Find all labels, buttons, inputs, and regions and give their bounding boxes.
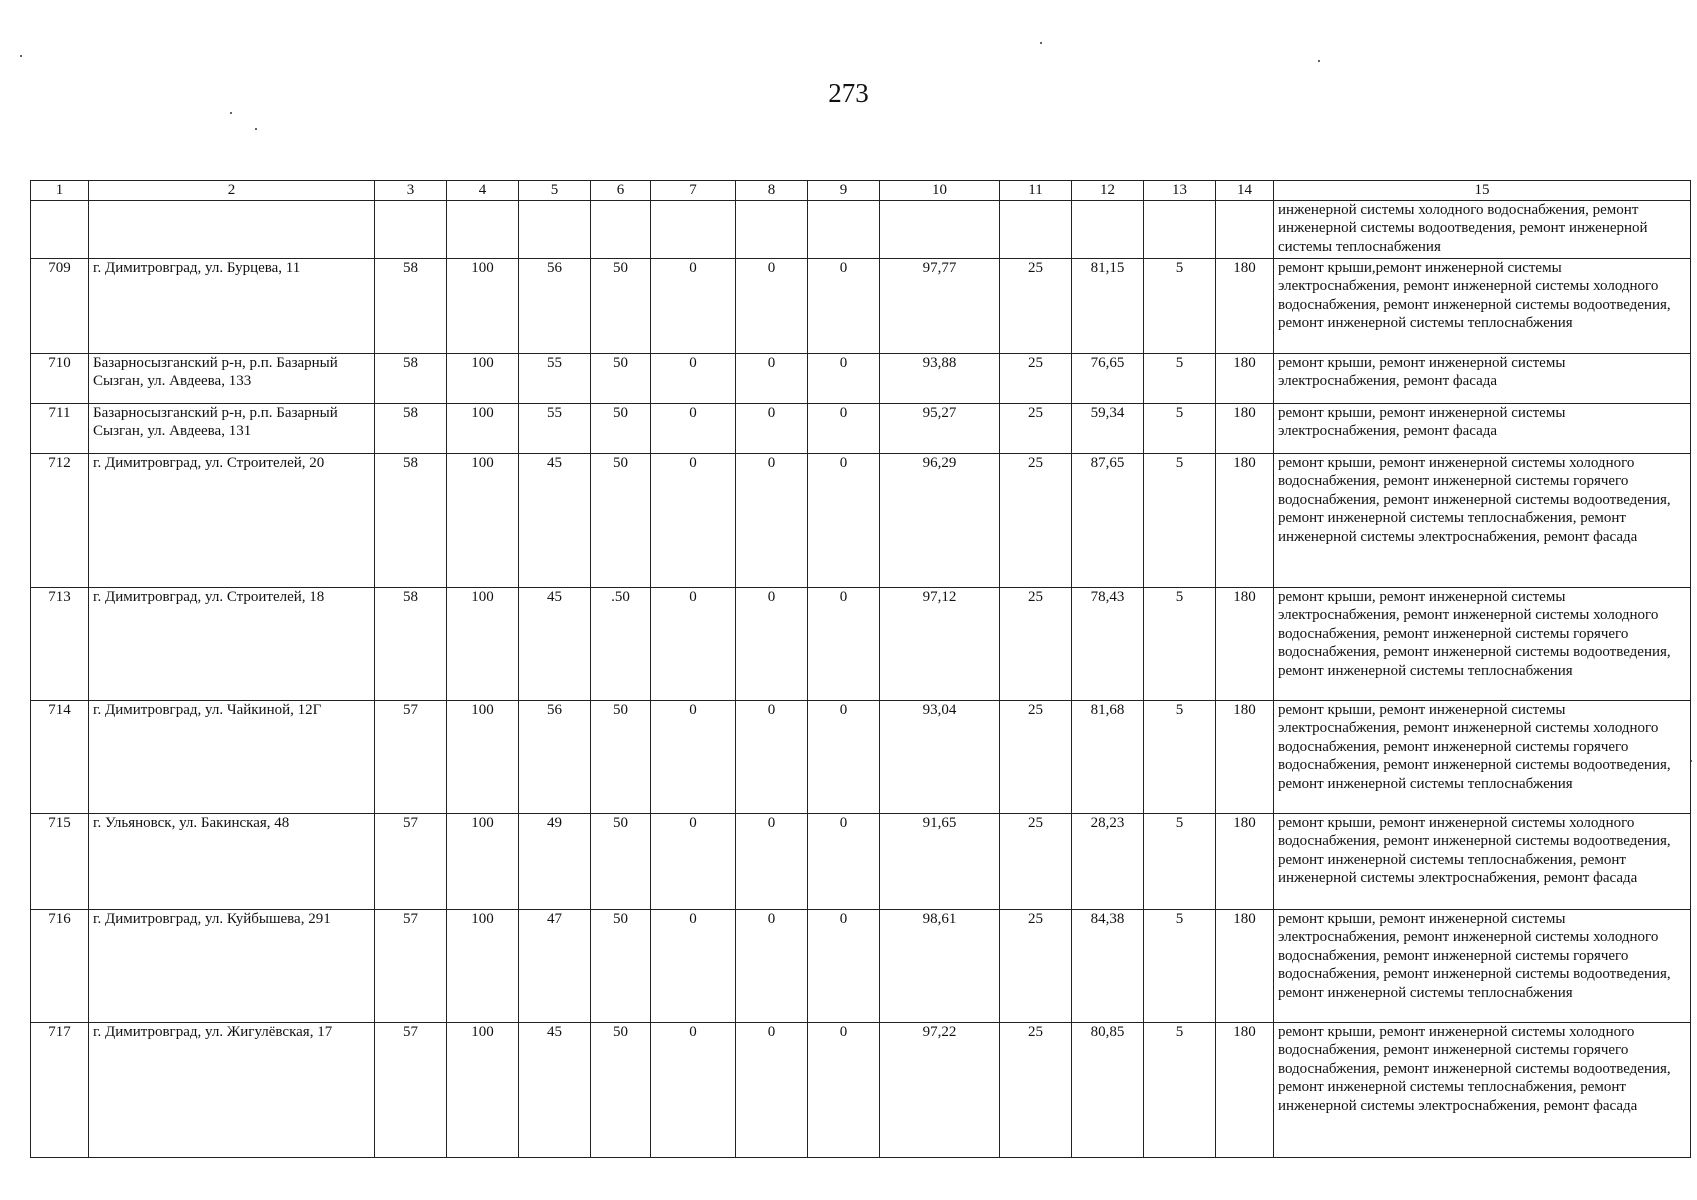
address-cell: г. Димитровград, ул. Строителей, 18 [89, 587, 375, 700]
value-cell: 180 [1216, 453, 1274, 587]
row-number-cell: 716 [31, 909, 89, 1022]
value-cell: 0 [651, 1022, 736, 1157]
column-header: 15 [1274, 181, 1691, 201]
column-header: 5 [519, 181, 591, 201]
value-cell: 100 [447, 258, 519, 353]
value-cell: 45 [519, 587, 591, 700]
value-cell: 59,34 [1072, 403, 1144, 453]
value-cell: 5 [1144, 403, 1216, 453]
value-cell: 93,88 [880, 353, 1000, 403]
value-cell: 180 [1216, 813, 1274, 909]
column-header: 2 [89, 181, 375, 201]
value-cell: 80,85 [1072, 1022, 1144, 1157]
value-cell: 58 [375, 403, 447, 453]
value-cell: 87,65 [1072, 453, 1144, 587]
value-cell: 5 [1144, 353, 1216, 403]
value-cell: 180 [1216, 353, 1274, 403]
works-description-cell: инженерной системы холодного водоснабжения, ремонт инженерной системы водоотведения, ремонт инженерной системы теплоснабжения [1274, 200, 1691, 258]
value-cell: 100 [447, 909, 519, 1022]
value-cell: 0 [808, 403, 880, 453]
value-cell: 57 [375, 1022, 447, 1157]
works-description-cell: ремонт крыши, ремонт инженерной системы электроснабжения, ремонт фасада [1274, 403, 1691, 453]
value-cell: 25 [1000, 909, 1072, 1022]
address-cell: г. Димитровград, ул. Куйбышева, 291 [89, 909, 375, 1022]
value-cell: 57 [375, 700, 447, 813]
works-description-cell: ремонт крыши, ремонт инженерной системы холодного водоснабжения, ремонт инженерной системы горячего водоснабжения, ремонт инженерной системы водоотведения, ремонт инженерной системы теплоснабжения, ремонт инженерной системы электроснабжения, ремонт фасада [1274, 453, 1691, 587]
value-cell: 5 [1144, 453, 1216, 587]
value-cell: 58 [375, 258, 447, 353]
value-cell: 0 [651, 258, 736, 353]
scan-speck [1690, 760, 1692, 762]
table-row [31, 453, 1691, 587]
value-cell: 180 [1216, 258, 1274, 353]
value-cell [591, 200, 651, 258]
value-cell: 50 [591, 453, 651, 587]
column-header: 7 [651, 181, 736, 201]
value-cell: 91,65 [880, 813, 1000, 909]
value-cell: 0 [736, 700, 808, 813]
value-cell: 58 [375, 353, 447, 403]
value-cell: 50 [591, 700, 651, 813]
address-cell: г. Димитровград, ул. Чайкиной, 12Г [89, 700, 375, 813]
housing-repair-table [30, 180, 1691, 1158]
value-cell: 25 [1000, 453, 1072, 587]
works-description-cell: ремонт крыши, ремонт инженерной системы холодного водоснабжения, ремонт инженерной системы водоотведения, ремонт инженерной системы теплоснабжения, ремонт инженерной системы электроснабжения, ремонт фасада [1274, 813, 1691, 909]
value-cell: 55 [519, 353, 591, 403]
value-cell: 47 [519, 909, 591, 1022]
address-cell: г. Димитровград, ул. Жигулёвская, 17 [89, 1022, 375, 1157]
address-cell [89, 200, 375, 258]
column-header: 11 [1000, 181, 1072, 201]
works-description-cell: ремонт крыши, ремонт инженерной системы электроснабжения, ремонт инженерной системы холодного водоснабжения, ремонт инженерной системы горячего водоснабжения, ремонт инженерной системы водоотведения, ремонт инженерной системы теплоснабжения [1274, 587, 1691, 700]
value-cell: .50 [591, 587, 651, 700]
value-cell: 25 [1000, 1022, 1072, 1157]
row-number-cell: 717 [31, 1022, 89, 1157]
value-cell: 0 [736, 813, 808, 909]
value-cell: 81,15 [1072, 258, 1144, 353]
scan-speck [1318, 60, 1320, 62]
value-cell: 58 [375, 587, 447, 700]
works-description-cell: ремонт крыши, ремонт инженерной системы электроснабжения, ремонт инженерной системы холодного водоснабжения, ремонт инженерной системы горячего водоснабжения, ремонт инженерной системы водоотведения, ремонт инженерной системы теплоснабжения [1274, 909, 1691, 1022]
value-cell: 57 [375, 909, 447, 1022]
value-cell: 100 [447, 403, 519, 453]
value-cell: 28,23 [1072, 813, 1144, 909]
value-cell: 25 [1000, 403, 1072, 453]
page-number: 273 [828, 78, 869, 108]
address-cell: г. Димитровград, ул. Бурцева, 11 [89, 258, 375, 353]
table-row [31, 813, 1691, 909]
value-cell: 25 [1000, 813, 1072, 909]
value-cell: 180 [1216, 909, 1274, 1022]
column-header: 14 [1216, 181, 1274, 201]
value-cell: 0 [651, 813, 736, 909]
address-cell: Базарносызганский р-н, р.п. Базарный Сызган, ул. Авдеева, 131 [89, 403, 375, 453]
table-row [31, 909, 1691, 1022]
value-cell: 50 [591, 909, 651, 1022]
value-cell: 49 [519, 813, 591, 909]
value-cell: 5 [1144, 1022, 1216, 1157]
column-header: 10 [880, 181, 1000, 201]
scan-speck [255, 128, 257, 130]
column-header: 9 [808, 181, 880, 201]
value-cell: 0 [808, 453, 880, 587]
row-number-cell: 713 [31, 587, 89, 700]
value-cell: 97,12 [880, 587, 1000, 700]
value-cell: 25 [1000, 353, 1072, 403]
value-cell: 180 [1216, 587, 1274, 700]
value-cell: 0 [736, 453, 808, 587]
value-cell: 0 [736, 587, 808, 700]
value-cell: 0 [651, 453, 736, 587]
value-cell: 84,38 [1072, 909, 1144, 1022]
column-header: 12 [1072, 181, 1144, 201]
value-cell: 100 [447, 700, 519, 813]
value-cell: 25 [1000, 700, 1072, 813]
address-cell: Базарносызганский р-н, р.п. Базарный Сызган, ул. Авдеева, 133 [89, 353, 375, 403]
value-cell: 55 [519, 403, 591, 453]
works-description-cell: ремонт крыши,ремонт инженерной системы электроснабжения, ремонт инженерной системы холодного водоснабжения, ремонт инженерной системы водоотведения, ремонт инженерной системы теплоснабжения [1274, 258, 1691, 353]
scan-speck [230, 112, 232, 114]
value-cell: 0 [736, 909, 808, 1022]
column-header: 13 [1144, 181, 1216, 201]
row-number-cell: 712 [31, 453, 89, 587]
value-cell: 100 [447, 1022, 519, 1157]
value-cell [808, 200, 880, 258]
works-description-cell: ремонт крыши, ремонт инженерной системы холодного водоснабжения, ремонт инженерной системы горячего водоснабжения, ремонт инженерной системы водоотведения, ремонт инженерной системы теплоснабжения, ремонт инженерной системы электроснабжения, ремонт фасада [1274, 1022, 1691, 1157]
value-cell: 100 [447, 587, 519, 700]
value-cell: 0 [651, 909, 736, 1022]
value-cell: 0 [651, 353, 736, 403]
value-cell: 56 [519, 700, 591, 813]
column-header: 6 [591, 181, 651, 201]
value-cell [1000, 200, 1072, 258]
value-cell [651, 200, 736, 258]
value-cell: 50 [591, 258, 651, 353]
value-cell [1144, 200, 1216, 258]
scan-speck [20, 55, 22, 57]
value-cell: 0 [651, 403, 736, 453]
value-cell: 25 [1000, 587, 1072, 700]
value-cell: 0 [808, 909, 880, 1022]
value-cell: 5 [1144, 813, 1216, 909]
value-cell: 25 [1000, 258, 1072, 353]
value-cell: 50 [591, 353, 651, 403]
table-row [31, 353, 1691, 403]
table-row [31, 700, 1691, 813]
value-cell: 0 [808, 813, 880, 909]
table-body [31, 200, 1691, 1157]
value-cell: 98,61 [880, 909, 1000, 1022]
value-cell: 0 [736, 1022, 808, 1157]
value-cell: 180 [1216, 403, 1274, 453]
value-cell: 96,29 [880, 453, 1000, 587]
value-cell: 93,04 [880, 700, 1000, 813]
table-row [31, 200, 1691, 258]
value-cell: 0 [808, 700, 880, 813]
value-cell: 78,43 [1072, 587, 1144, 700]
value-cell: 95,27 [880, 403, 1000, 453]
table-row [31, 403, 1691, 453]
value-cell: 45 [519, 453, 591, 587]
row-number-cell: 710 [31, 353, 89, 403]
value-cell: 50 [591, 813, 651, 909]
value-cell: 5 [1144, 700, 1216, 813]
value-cell [1216, 200, 1274, 258]
value-cell: 58 [375, 453, 447, 587]
value-cell [519, 200, 591, 258]
value-cell: 5 [1144, 258, 1216, 353]
row-number-cell [31, 200, 89, 258]
row-number-cell: 709 [31, 258, 89, 353]
value-cell: 0 [808, 353, 880, 403]
value-cell: 180 [1216, 1022, 1274, 1157]
works-description-cell: ремонт крыши, ремонт инженерной системы электроснабжения, ремонт фасада [1274, 353, 1691, 403]
value-cell: 100 [447, 453, 519, 587]
address-cell: г. Ульяновск, ул. Бакинская, 48 [89, 813, 375, 909]
value-cell: 5 [1144, 909, 1216, 1022]
table-row [31, 258, 1691, 353]
value-cell: 100 [447, 353, 519, 403]
row-number-cell: 715 [31, 813, 89, 909]
column-header: 1 [31, 181, 89, 201]
address-cell: г. Димитровград, ул. Строителей, 20 [89, 453, 375, 587]
value-cell [447, 200, 519, 258]
value-cell: 81,68 [1072, 700, 1144, 813]
value-cell: 180 [1216, 700, 1274, 813]
value-cell: 97,77 [880, 258, 1000, 353]
value-cell: 100 [447, 813, 519, 909]
value-cell: 76,65 [1072, 353, 1144, 403]
value-cell: 45 [519, 1022, 591, 1157]
column-number-row [31, 181, 1691, 201]
works-description-cell: ремонт крыши, ремонт инженерной системы электроснабжения, ремонт инженерной системы холодного водоснабжения, ремонт инженерной системы горячего водоснабжения, ремонт инженерной системы водоотведения, ремонт инженерной системы теплоснабжения [1274, 700, 1691, 813]
value-cell: 0 [651, 587, 736, 700]
value-cell: 0 [808, 258, 880, 353]
value-cell: 0 [736, 403, 808, 453]
value-cell: 57 [375, 813, 447, 909]
value-cell: 0 [736, 258, 808, 353]
column-header: 4 [447, 181, 519, 201]
row-number-cell: 711 [31, 403, 89, 453]
value-cell: 50 [591, 1022, 651, 1157]
value-cell: 0 [651, 700, 736, 813]
column-header: 8 [736, 181, 808, 201]
row-number-cell: 714 [31, 700, 89, 813]
value-cell: 5 [1144, 587, 1216, 700]
table-row [31, 587, 1691, 700]
value-cell [375, 200, 447, 258]
value-cell [1072, 200, 1144, 258]
value-cell [736, 200, 808, 258]
value-cell: 0 [736, 353, 808, 403]
column-header: 3 [375, 181, 447, 201]
value-cell: 56 [519, 258, 591, 353]
value-cell: 50 [591, 403, 651, 453]
value-cell: 97,22 [880, 1022, 1000, 1157]
value-cell: 0 [808, 587, 880, 700]
scan-speck [1040, 42, 1042, 44]
value-cell: 0 [808, 1022, 880, 1157]
value-cell [880, 200, 1000, 258]
table-row [31, 1022, 1691, 1157]
